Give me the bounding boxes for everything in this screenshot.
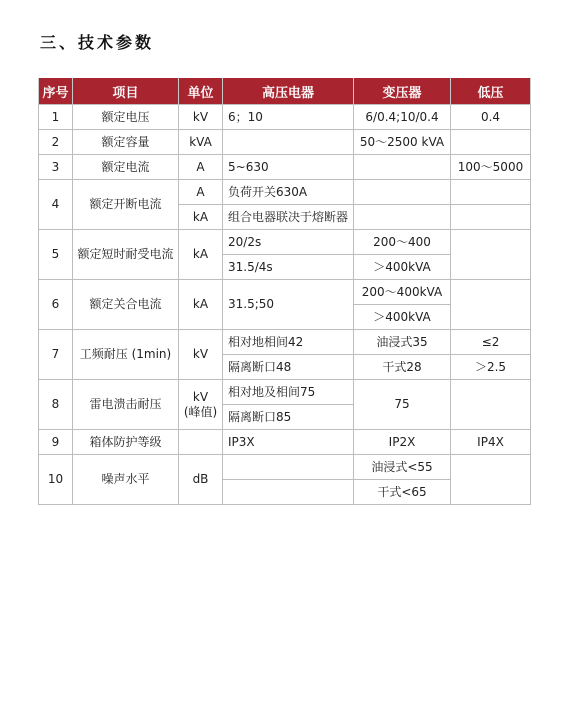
table-row xyxy=(39,430,531,455)
unit-cell: kV xyxy=(179,330,223,380)
transformer-cell xyxy=(354,180,451,205)
hv-cell: 6；10 xyxy=(223,105,354,130)
transformer-cell: 干式28 xyxy=(354,355,451,380)
spec-table xyxy=(38,78,531,505)
unit-cell xyxy=(179,380,223,430)
hv-cell: 5~630 xyxy=(223,155,354,180)
row-number: 4 xyxy=(39,180,73,230)
transformer-cell: 200～400kVA xyxy=(354,280,451,305)
unit-cell: A xyxy=(179,155,223,180)
header-transformer: 变压器 xyxy=(354,78,451,105)
unit-line: kV xyxy=(192,389,209,404)
table-row xyxy=(39,455,531,480)
lv-cell: 0.4 xyxy=(451,105,531,130)
transformer-cell: 50～2500 kVA xyxy=(354,130,451,155)
transformer-cell: 6/0.4;10/0.4 xyxy=(354,105,451,130)
hv-cell: 隔离断口48 xyxy=(223,355,354,380)
hv-cell xyxy=(223,130,354,155)
lv-cell: ＞2.5 xyxy=(451,355,531,380)
item-name: 额定电压 xyxy=(73,105,179,130)
row-number: 8 xyxy=(39,380,73,430)
lv-cell xyxy=(451,130,531,155)
header-hv: 高压电器 xyxy=(223,78,354,105)
unit-cell: A xyxy=(179,180,223,205)
hv-cell xyxy=(223,455,354,480)
unit-line: (峰值) xyxy=(183,404,218,419)
transformer-cell: 干式<65 xyxy=(354,480,451,505)
row-number: 7 xyxy=(39,330,73,380)
lv-cell xyxy=(451,205,531,230)
row-number: 1 xyxy=(39,105,73,130)
transformer-cell: 油浸式35 xyxy=(354,330,451,355)
table-row xyxy=(39,330,531,355)
table-row xyxy=(39,280,531,305)
hv-cell: IP3X xyxy=(223,430,354,455)
header-no: 序号 xyxy=(39,78,73,105)
table-row xyxy=(39,380,531,405)
row-number: 6 xyxy=(39,280,73,330)
lv-cell: IP4X xyxy=(451,430,531,455)
unit-cell: kA xyxy=(179,205,223,230)
unit-cell: kA xyxy=(179,280,223,330)
lv-cell xyxy=(451,380,531,430)
item-name: 额定关合电流 xyxy=(73,280,179,330)
item-name: 箱体防护等级 xyxy=(73,430,179,455)
item-name: 额定容量 xyxy=(73,130,179,155)
header-item: 项目 xyxy=(73,78,179,105)
hv-cell: 组合电器联决于熔断器 xyxy=(223,205,354,230)
transformer-cell: 200～400 xyxy=(354,230,451,255)
lv-cell xyxy=(451,180,531,205)
unit-cell: dB xyxy=(179,455,223,505)
unit-cell: kVA xyxy=(179,130,223,155)
row-number: 10 xyxy=(39,455,73,505)
transformer-cell xyxy=(354,205,451,230)
unit-cell: kA xyxy=(179,230,223,280)
unit-cell: kV xyxy=(179,105,223,130)
transformer-cell: ＞400kVA xyxy=(354,305,451,330)
hv-cell: 20/2s xyxy=(223,230,354,255)
table-row xyxy=(39,155,531,180)
header-unit: 单位 xyxy=(179,78,223,105)
item-name: 额定开断电流 xyxy=(73,180,179,230)
section-heading: 三、技术参数 xyxy=(40,33,155,52)
hv-cell xyxy=(223,480,354,505)
lv-cell xyxy=(451,230,531,280)
hv-cell: 负荷开关630A xyxy=(223,180,354,205)
item-name: 雷电溃击耐压 xyxy=(73,380,179,430)
lv-cell: ≤2 xyxy=(451,330,531,355)
hv-cell: 隔离断口85 xyxy=(223,405,354,430)
table-row xyxy=(39,230,531,255)
row-number: 2 xyxy=(39,130,73,155)
transformer-cell: 75 xyxy=(354,380,451,430)
table-row xyxy=(39,130,531,155)
unit-cell xyxy=(179,430,223,455)
transformer-cell: 油浸式<55 xyxy=(354,455,451,480)
header-row xyxy=(39,78,531,105)
lv-cell xyxy=(451,280,531,330)
transformer-cell: IP2X xyxy=(354,430,451,455)
header-lv: 低压 xyxy=(451,78,531,105)
item-name: 噪声水平 xyxy=(73,455,179,505)
item-name: 工频耐压 (1min) xyxy=(73,330,179,380)
lv-cell xyxy=(451,455,531,505)
row-number: 9 xyxy=(39,430,73,455)
item-name: 额定短时耐受电流 xyxy=(73,230,179,280)
row-number: 3 xyxy=(39,155,73,180)
lv-cell: 100～5000 xyxy=(451,155,531,180)
table-row xyxy=(39,105,531,130)
transformer-cell: ＞400kVA xyxy=(354,255,451,280)
table-row xyxy=(39,180,531,205)
transformer-cell xyxy=(354,155,451,180)
item-name: 额定电流 xyxy=(73,155,179,180)
row-number: 5 xyxy=(39,230,73,280)
hv-cell: 31.5/4s xyxy=(223,255,354,280)
hv-cell: 相对地相间42 xyxy=(223,330,354,355)
hv-cell: 相对地及相间75 xyxy=(223,380,354,405)
hv-cell: 31.5;50 xyxy=(223,280,354,330)
